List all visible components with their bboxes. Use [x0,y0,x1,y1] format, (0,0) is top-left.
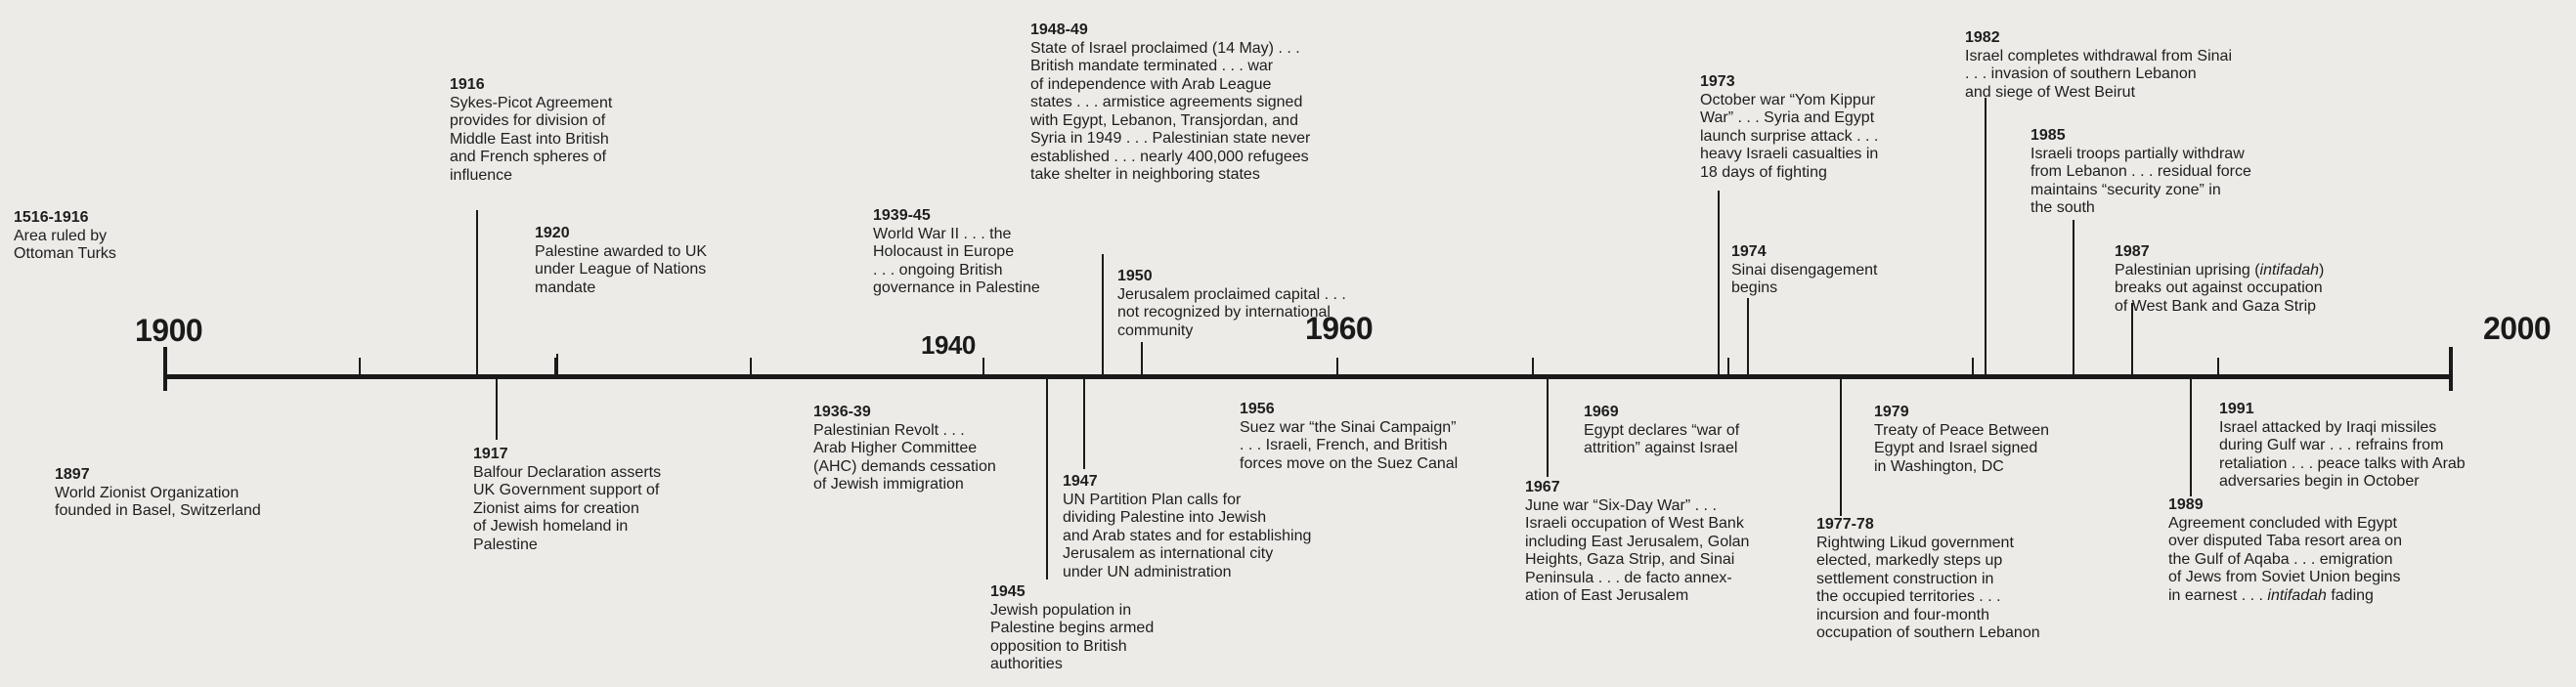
event-1945 [990,583,1154,674]
leader-1945 [1046,379,1048,580]
event-1920 [535,225,707,297]
event-year: 1973 [1700,73,1735,90]
event-year: 1977-78 [1816,516,1874,533]
decade-label-1940: 1940 [921,330,976,360]
event-year: 1948-49 [1030,21,1088,38]
leader-1947 [1083,379,1085,469]
event-text: State of Israel proclaimed (14 May) . . . British mandate terminated . . . war of independence with Arab League states . . . armistice agreements signed with Egypt, Lebanon, Transjordan, and Syria in 1949 . . . Palestinian state never established . . . nearly 400,000 refugees take shelter in neighboring states [1030,39,1311,183]
axis-tick-1985 [1972,358,1974,379]
event-1948 [1030,21,1310,185]
leader-1920 [556,354,558,376]
axis-tick-1910 [359,358,361,379]
event-1974 [1731,243,1877,298]
axis-tick-1990 [2217,358,2219,379]
event-1967 [1525,479,1749,606]
leader-1982 [1985,98,1987,376]
leader-1974 [1747,298,1749,376]
event-year: 1967 [1525,479,1560,495]
leader-1948 [1102,254,1104,376]
event-year: 1516-1916 [14,209,89,226]
event-text: UN Partition Plan calls for dividing Palestine into Jewish and Arab states and for establishing Jerusalem as international city under UN administration [1063,491,1312,580]
event-year: 1945 [990,583,1026,600]
event-1989 [2168,496,2402,605]
leader-1950 [1141,342,1143,376]
event-text: Area ruled by Ottoman Turks [14,227,116,262]
event-1950 [1117,268,1346,340]
event-text: Israel attacked by Iraqi missiles during Gulf war . . . refrains from retaliation . . . peace talks with Arab adversaries begin in October [2219,418,2466,490]
axis-tick-1930 [750,358,752,379]
leader-1989 [2190,379,2192,496]
event-year: 1897 [55,466,90,483]
event-year: 1989 [2168,496,2204,513]
decade-label-1960: 1960 [1305,311,1374,346]
event-1939 [873,207,1040,298]
event-year: 1991 [2219,401,2254,417]
leader-1977 [1840,379,1842,516]
event-text: Jerusalem proclaimed capital . . . not recognized by international community [1117,285,1346,339]
event-year: 1916 [450,76,485,93]
event-year: 1936-39 [813,404,871,420]
event-text: October war “Yom Kippur War” . . . Syria and Egypt launch surprise attack . . . heavy Israeli casualties in 18 days of fighting [1700,91,1879,181]
decade-label-2000: 2000 [2483,311,2552,346]
event-1985 [2030,127,2251,218]
event-text: Egypt declares “war of attrition” against Israel [1584,421,1740,456]
event-1982 [1965,29,2232,102]
event-text: Jewish population in Palestine begins armed opposition to British authorities [990,601,1155,672]
decade-label-1900: 1900 [135,313,203,348]
event-text: Israeli troops partially withdraw from Lebanon . . . residual force maintains “security zone” in the south [2030,145,2251,216]
event-1979 [1874,404,2049,476]
axis-tick-1940 [982,358,984,379]
event-text: Treaty of Peace Between Egypt and Israel signed in Washington, DC [1874,421,2050,475]
event-1977 [1816,516,2040,643]
event-text: Israel completes withdrawal from Sinai . . . invasion of southern Lebanon and siege of West Beirut [1965,47,2232,101]
event-text: Rightwing Likud government elected, markedly steps up settlement construction in the occupied territories . . . incursion and four-month occupation of southern Lebanon [1816,534,2040,641]
leader-1917 [496,379,498,440]
axis-tick-1900 [163,347,167,391]
event-1947 [1063,473,1311,581]
event-1969 [1584,404,1739,458]
event-year: 1920 [535,225,570,241]
event-year: 1987 [2115,243,2150,260]
event-1916 [450,76,612,185]
event-year: 1917 [473,446,508,462]
event-year: 1939-45 [873,207,931,224]
axis-tick-1970 [1532,358,1534,379]
event-1897 [55,466,261,521]
event-text: Suez war “the Sinai Campaign” . . . Israeli, French, and British forces move on the Suez Canal [1240,418,1459,472]
event-text: Palestine awarded to UK under League of Nations mandate [535,242,708,296]
event-text: Palestinian uprising (intifadah) breaks out against occupation of West Bank and Gaza Strip [2115,261,2325,315]
axis-tick-2000 [2449,347,2453,391]
event-year: 1956 [1240,401,1275,417]
event-1936 [813,404,996,494]
event-year: 1979 [1874,404,1909,420]
event-text: Agreement concluded with Egypt over disputed Taba resort area on the Gulf of Aqaba . . . emigration of Jews from Soviet Union begins in earnest . . . intifadah fading [2168,514,2402,604]
event-1917 [473,446,661,554]
event-1516 [14,209,116,264]
leader-1967 [1547,379,1549,477]
event-text: World War II . . . the Holocaust in Europe . . . ongoing British governance in Palestine [873,225,1040,296]
event-year: 1950 [1117,268,1153,284]
event-1956 [1240,401,1458,473]
event-1991 [2219,401,2466,492]
event-year: 1969 [1584,404,1619,420]
event-1973 [1700,73,1878,182]
event-year: 1982 [1965,29,2000,46]
event-1987 [2115,243,2324,316]
event-text: World Zionist Organization founded in Basel, Switzerland [55,484,261,519]
event-text: Sinai disengagement begins [1731,261,1878,296]
event-text: Sykes-Picot Agreement provides for division of Middle East into British and French spheres of influence [450,94,613,184]
axis-tick-1980 [1727,358,1729,379]
event-year: 1974 [1731,243,1767,260]
leader-1985 [2073,220,2074,376]
leader-1973 [1718,191,1720,376]
event-text: June war “Six-Day War” . . . Israeli occupation of West Bank including East Jerusalem, Golan Heights, Gaza Strip, and Sinai Peninsula . . . de facto annex- ation of East Jerusalem [1525,496,1750,604]
timeline-axis [164,374,2452,379]
leader-1916 [476,210,478,376]
event-text: Palestinian Revolt . . . Arab Higher Committee (AHC) demands cessation of Jewish immigration [813,421,996,493]
axis-tick-1960 [1336,358,1338,379]
event-year: 1947 [1063,473,1098,490]
event-year: 1985 [2030,127,2066,144]
event-text: Balfour Declaration asserts UK Government support of Zionist aims for creation of Jewish homeland in Palestine [473,463,662,553]
